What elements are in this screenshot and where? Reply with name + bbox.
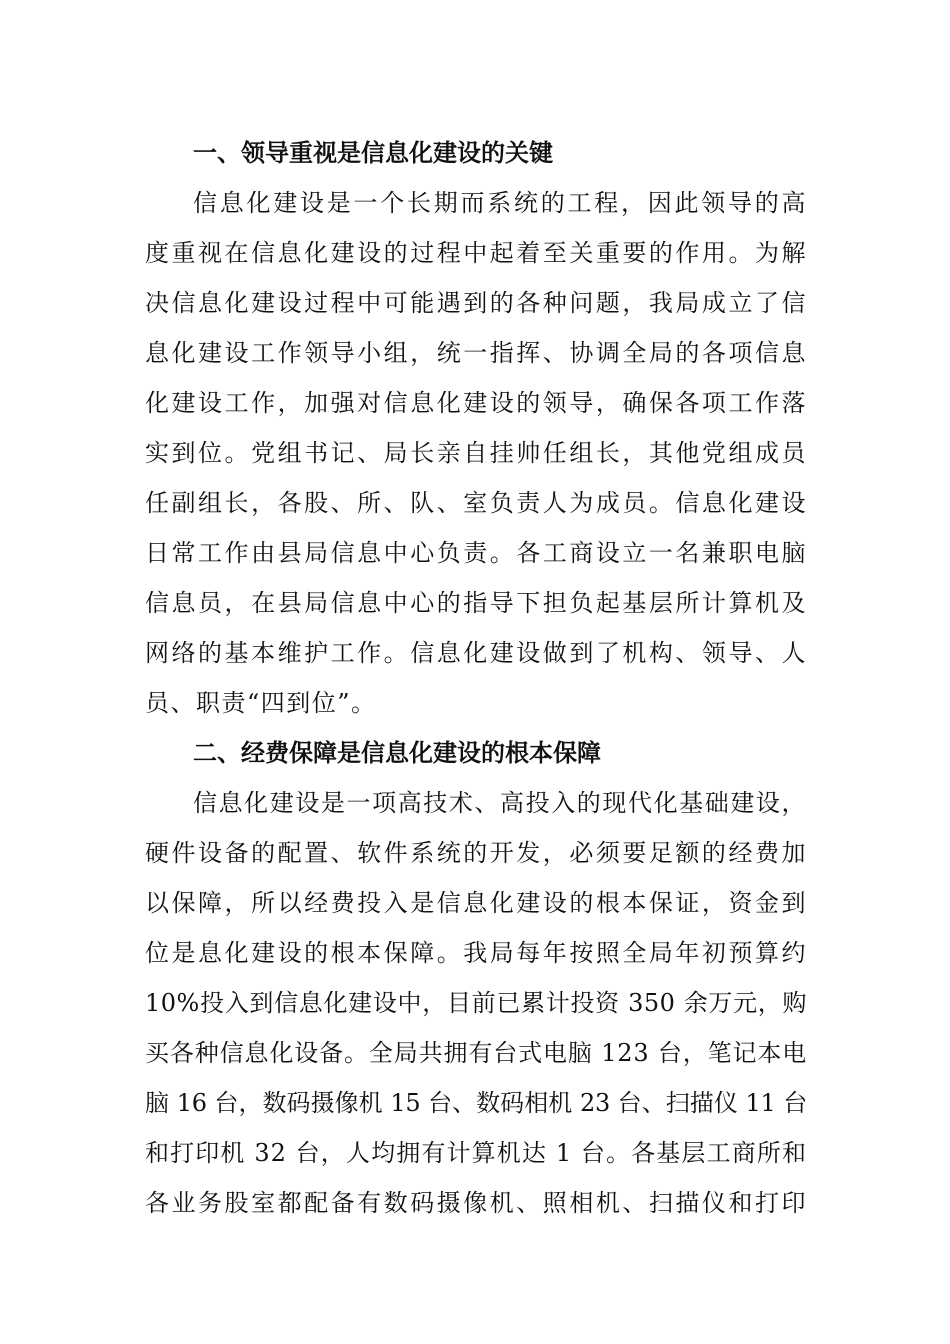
- section-heading-1: 一、领导重视是信息化建设的关键: [193, 139, 553, 167]
- paragraph-line: 各业务股室都配备有数码摄像机、照相机、扫描仪和打印: [145, 1189, 807, 1217]
- paragraph-line: 决信息化建设过程中可能遇到的各种问题，我局成立了信: [145, 289, 807, 317]
- paragraph-line: 信息化建设是一个长期而系统的工程，因此领导的高: [193, 189, 807, 217]
- document-page: [145, 128, 807, 1228]
- paragraph-line: 息化建设工作领导小组，统一指挥、协调全局的各项信息: [145, 339, 807, 367]
- paragraph-line: 任副组长，各股、所、队、室负责人为成员。信息化建设: [145, 489, 807, 517]
- paragraph-line: 以保障，所以经费投入是信息化建设的根本保证，资金到: [145, 889, 807, 917]
- paragraph-line: 信息员，在县局信息中心的指导下担负起基层所计算机及: [145, 589, 807, 617]
- paragraph-line: 网络的基本维护工作。信息化建设做到了机构、领导、人: [145, 639, 807, 667]
- section-paragraph-2: [145, 778, 807, 1228]
- section-heading-2: 二、经费保障是信息化建设的根本保障: [193, 739, 601, 767]
- paragraph-line: 员、职责“四到位”。: [145, 689, 377, 717]
- section-paragraph-1: [145, 178, 807, 728]
- paragraph-line: 信息化建设是一项高技术、高投入的现代化基础建设，: [193, 789, 807, 817]
- paragraph-line: 日常工作由县局信息中心负责。各工商设立一名兼职电脑: [145, 539, 807, 567]
- paragraph-line: 买各种信息化设备。全局共拥有台式电脑 123 台，笔记本电: [145, 1039, 807, 1067]
- paragraph-line: 和打印机 32 台，人均拥有计算机达 1 台。各基层工商所和: [145, 1139, 807, 1167]
- paragraph-line: 化建设工作，加强对信息化建设的领导，确保各项工作落: [145, 389, 807, 417]
- paragraph-line: 度重视在信息化建设的过程中起着至关重要的作用。为解: [145, 239, 807, 267]
- paragraph-line: 实到位。党组书记、局长亲自挂帅任组长，其他党组成员: [145, 439, 807, 467]
- paragraph-line: 脑 16 台，数码摄像机 15 台、数码相机 23 台、扫描仪 11 台: [145, 1089, 807, 1117]
- paragraph-line: 位是息化建设的根本保障。我局每年按照全局年初预算约: [145, 939, 807, 967]
- paragraph-line: 10%投入到信息化建设中，目前已累计投资 350 余万元，购: [145, 989, 807, 1017]
- paragraph-line: 硬件设备的配置、软件系统的开发，必须要足额的经费加: [145, 839, 807, 867]
